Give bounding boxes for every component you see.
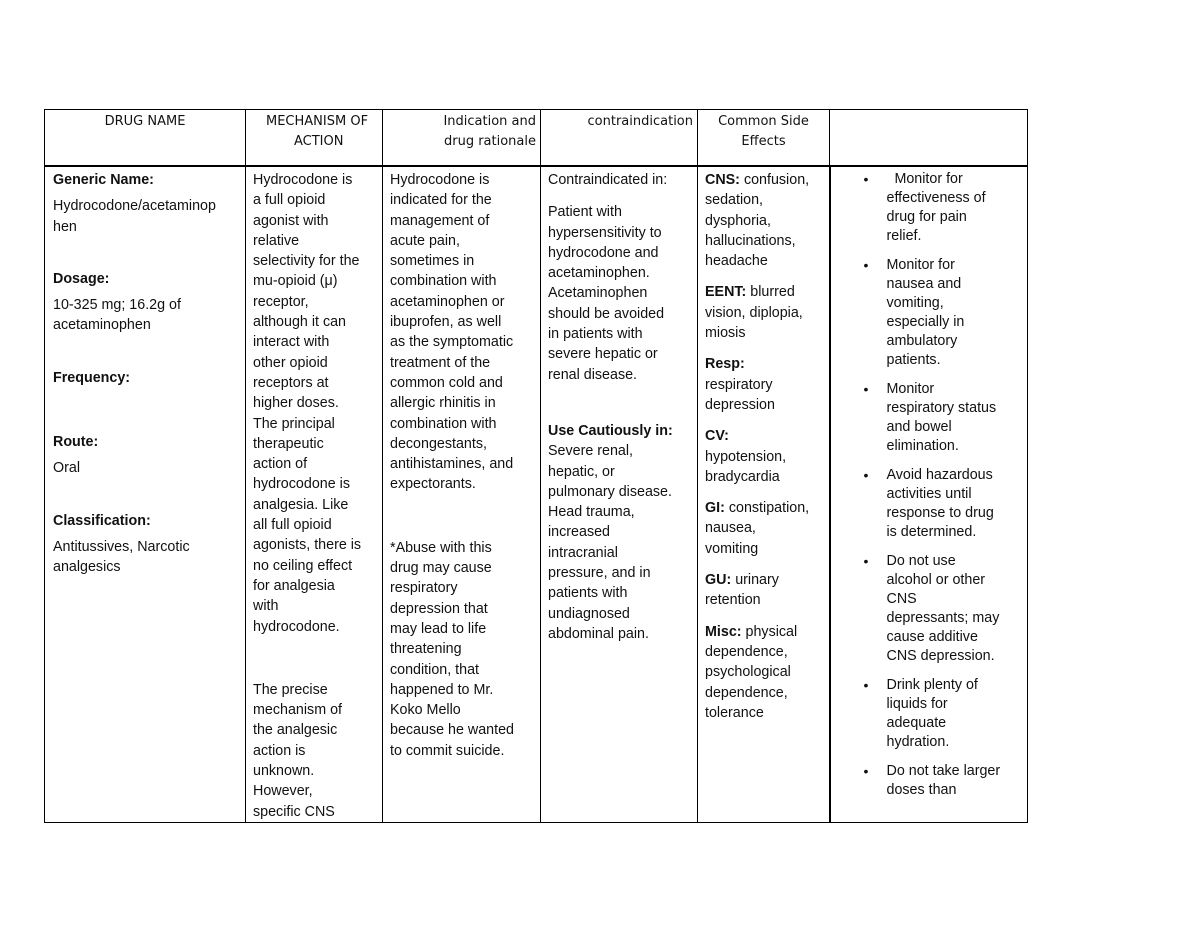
generic-name-label: Generic Name:: [53, 172, 154, 188]
text-line: nausea,: [705, 520, 756, 537]
text-line: adequate: [886, 715, 947, 731]
text-line: receptor,: [253, 293, 309, 310]
text-line: cause additive: [886, 629, 978, 645]
text-line: a full opioid: [253, 192, 326, 209]
mechanism-para-1: [253, 170, 382, 637]
text-line: threatening: [390, 641, 462, 658]
content-row: [45, 166, 1028, 822]
text-line: dependence,: [705, 643, 788, 660]
side-effects-cell: [698, 166, 830, 822]
text-line: acetaminophen.: [548, 265, 650, 282]
text-line: constipation,: [728, 500, 810, 517]
classification-value: Antitussives, Narcotic analgesics: [53, 538, 190, 576]
se-cv: CV: hypotension, bradycardia: [705, 428, 787, 485]
text-line: to commit suicide.: [390, 742, 505, 759]
text-line: liquids for: [886, 696, 948, 712]
text-line: undiagnosed: [548, 605, 630, 622]
indication-para-1: [390, 170, 540, 495]
text-line: specific CNS: [253, 803, 335, 820]
text-line: pressure, and in: [548, 565, 651, 582]
text-line: ambulatory: [886, 333, 958, 349]
dosage-label: Dosage:: [53, 270, 110, 287]
text-line: interact with: [253, 334, 330, 351]
text-line: patients with: [548, 585, 628, 602]
text-line: Do not use: [886, 553, 956, 569]
text-line: miosis: [705, 325, 746, 342]
text-line: CNS: [886, 591, 917, 607]
text-line: combination with: [390, 273, 497, 290]
indication-cell: [383, 166, 541, 822]
text-line: pulmonary disease.: [548, 483, 672, 500]
se-cns: CNS: confusion, sedation, dysphoria, hallucinations, headache: [705, 172, 810, 270]
caution-label: Use Cautiously in:: [548, 422, 673, 439]
text-line: hydrocodone.: [253, 618, 340, 635]
text-line: Monitor for: [886, 171, 963, 187]
text-line: nausea and: [886, 276, 962, 292]
text-line: retention: [705, 592, 761, 609]
generic-name-value: Hydrocodone/acetaminop hen: [53, 198, 216, 235]
text-line: psychological: [705, 664, 791, 681]
se-resp: Resp: respiratory depression: [705, 356, 775, 413]
text-line: because he wanted: [390, 722, 515, 739]
text-line: Do not take larger: [886, 763, 1001, 779]
bullet-icon: •: [863, 381, 869, 397]
text-line: dependence,: [705, 684, 788, 701]
text-line: sedation,: [705, 192, 764, 209]
text-line: mu-opioid (μ): [253, 273, 338, 290]
text-line: agonists, there is: [253, 537, 362, 554]
header-drug-name: DRUG NAME: [45, 110, 246, 167]
text-line: no ceiling effect: [253, 557, 353, 574]
text-line: with: [253, 598, 279, 615]
text-line: may lead to life: [390, 620, 487, 637]
text-line: Hydrocodone is: [390, 172, 490, 188]
header-mechanism: MECHANISM OF ACTION: [246, 110, 383, 167]
nursing-list: [831, 170, 1028, 800]
text-line: hallucinations,: [705, 232, 796, 249]
text-line: tolerance: [705, 704, 764, 721]
text-line: unknown.: [253, 763, 315, 780]
text-line: doses than: [886, 782, 957, 798]
bullet-icon: •: [863, 763, 869, 779]
text-line: the analgesic: [253, 722, 338, 739]
text-line: hepatic, or: [548, 463, 615, 480]
se-gi: GI: constipation, nausea, vomiting: [705, 500, 810, 557]
text-line: higher doses.: [253, 395, 339, 412]
text-line: acute pain,: [390, 232, 460, 249]
mechanism-para-2: [253, 680, 382, 822]
text-line: acetaminophen or: [390, 293, 505, 310]
dosage-value: 10-325 mg; 16.2g of acetaminophen: [53, 297, 181, 334]
text-line: selectivity for the: [253, 253, 360, 270]
route-label: Route:: [53, 434, 99, 451]
text-line: receptors at: [253, 374, 329, 391]
text-line: ibuprofen, as well: [390, 314, 502, 331]
nursing-item: [831, 466, 1028, 542]
text-line: is determined.: [886, 524, 977, 540]
se-eent: EENT: blurred vision, diplopia, miosis: [705, 284, 803, 342]
text-line: confusion,: [743, 172, 810, 188]
text-line: all full opioid: [253, 517, 332, 534]
text-line: in patients with: [548, 326, 643, 343]
text-line: Head trauma,: [548, 504, 635, 521]
contraindication-para-2: [548, 441, 697, 644]
text-line: action of: [253, 456, 308, 473]
bullet-icon: •: [863, 553, 869, 569]
nursing-item: [831, 380, 1028, 456]
frequency-label: Frequency:: [53, 369, 131, 386]
text-line: drug may cause: [390, 560, 492, 577]
header-side-effects: Common Side Effects: [698, 110, 830, 167]
text-line: effectiveness of: [886, 190, 986, 206]
contraindication-para-1: [548, 202, 697, 385]
nursing-item: [831, 552, 1028, 666]
text-line: Monitor: [886, 381, 935, 397]
bullet-icon: •: [863, 257, 869, 273]
text-line: vomiting,: [886, 295, 944, 311]
text-line: treatment of the: [390, 354, 491, 371]
text-line: other opioid: [253, 354, 328, 371]
text-line: *Abuse with this: [390, 539, 492, 556]
text-line: Hydrocodone is: [253, 172, 353, 188]
text-line: and bowel: [886, 419, 952, 435]
text-line: relative: [253, 232, 300, 249]
text-line: Severe renal,: [548, 443, 634, 460]
se-misc: Misc: physical dependence, psychological dependence, tolerance: [705, 623, 798, 721]
header-indication: Indication and drug rationale: [383, 110, 541, 167]
text-line: depression: [705, 396, 775, 413]
text-line: elimination.: [886, 438, 959, 454]
text-line: expectorants.: [390, 476, 476, 493]
text-line: headache: [705, 253, 768, 270]
text-line: renal disease.: [548, 366, 638, 383]
text-line: especially in: [886, 314, 965, 330]
text-line: common cold and: [390, 374, 503, 391]
text-line: management of: [390, 212, 490, 229]
text-line: combination with: [390, 415, 497, 432]
text-line: although it can: [253, 314, 346, 331]
indication-para-2: [390, 538, 540, 761]
text-line: patients.: [886, 352, 941, 368]
mechanism-cell: [246, 166, 383, 822]
classification-label: Classification:: [53, 512, 151, 529]
text-line: hypersensitivity to: [548, 224, 662, 241]
nursing-item: [831, 762, 1028, 800]
se-gu: GU: urinary retention: [705, 572, 779, 609]
text-line: sometimes in: [390, 253, 475, 270]
text-line: alcohol or other: [886, 572, 986, 588]
text-line: response to drug: [886, 505, 994, 521]
text-line: antihistamines, and: [390, 456, 514, 473]
text-line: respiratory status: [886, 400, 997, 416]
text-line: agonist with: [253, 212, 329, 229]
nursing-item: [831, 256, 1028, 370]
text-line: Avoid hazardous: [886, 467, 993, 483]
text-line: hydrocodone and: [548, 244, 659, 261]
text-line: for analgesia: [253, 577, 335, 594]
text-line: allergic rhinitis in: [390, 395, 496, 412]
contraindication-cell: [541, 166, 698, 822]
text-line: intracranial: [548, 544, 618, 561]
text-line: hypotension,: [705, 448, 787, 465]
nursing-item: [831, 170, 1028, 246]
text-line: therapeutic: [253, 435, 324, 452]
bullet-icon: •: [863, 677, 869, 693]
text-line: decongestants,: [390, 435, 487, 452]
text-line: relief.: [886, 228, 922, 244]
text-line: depression that: [390, 600, 488, 617]
text-line: Drink plenty of: [886, 677, 978, 693]
text-line: hydration.: [886, 734, 950, 750]
bullet-icon: •: [863, 171, 869, 187]
text-line: urinary: [735, 572, 779, 589]
text-line: bradycardia: [705, 468, 780, 485]
text-line: activities until: [886, 486, 972, 502]
drug-info-cell: [45, 166, 246, 822]
text-line: vomiting: [705, 540, 759, 557]
text-line: Acetaminophen: [548, 285, 648, 302]
route-value: Oral: [53, 460, 81, 477]
text-line: increased: [548, 524, 610, 541]
text-line: respiratory: [390, 580, 458, 597]
text-line: physical: [745, 623, 798, 640]
text-line: The precise: [253, 681, 328, 698]
nursing-item: [831, 676, 1028, 752]
text-line: Monitor for: [886, 257, 955, 273]
text-line: However,: [253, 783, 313, 800]
text-line: indicated for the: [390, 192, 492, 209]
header-row: [45, 110, 1028, 167]
text-line: condition, that: [390, 661, 480, 678]
bullet-icon: •: [863, 467, 869, 483]
text-line: action is: [253, 742, 306, 759]
text-line: happened to Mr.: [390, 681, 494, 698]
text-line: Koko Mello: [390, 702, 461, 719]
text-line: depressants; may: [886, 610, 1000, 626]
text-line: blurred: [750, 284, 795, 301]
text-line: CNS depression.: [886, 648, 995, 664]
text-line: vision, diplopia,: [705, 304, 803, 321]
text-line: hydrocodone is: [253, 476, 350, 493]
text-line: abdominal pain.: [548, 625, 649, 642]
text-line: mechanism of: [253, 702, 342, 719]
text-line: as the symptomatic: [390, 334, 514, 351]
nursing-cell: [830, 166, 1028, 822]
text-line: respiratory: [705, 376, 773, 393]
contraindication-intro: Contraindicated in:: [548, 172, 668, 188]
text-line: drug for pain: [886, 209, 967, 225]
text-line: should be avoided: [548, 305, 665, 322]
text-line: Patient with: [548, 204, 622, 221]
header-nursing: [830, 110, 1028, 167]
text-line: The principal: [253, 415, 335, 432]
drug-card-table: [44, 109, 1028, 823]
text-line: analgesia. Like: [253, 496, 349, 513]
text-line: dysphoria,: [705, 212, 771, 229]
text-line: severe hepatic or: [548, 346, 658, 363]
header-contraindication: contraindication: [541, 110, 698, 167]
